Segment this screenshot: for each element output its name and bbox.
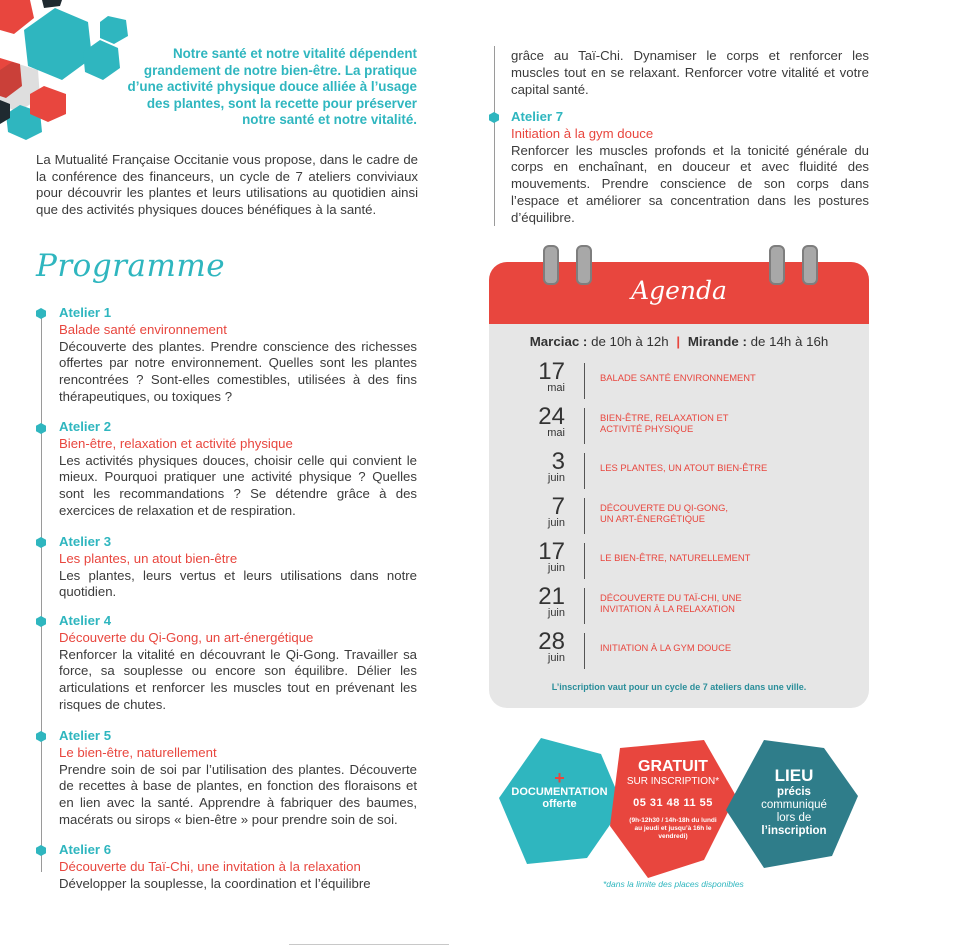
bottom-divider xyxy=(289,944,449,945)
timeline-dot xyxy=(36,616,46,627)
lieu-line-4: lors de xyxy=(776,812,812,824)
date-divider xyxy=(584,588,585,624)
atelier-4 xyxy=(59,613,417,714)
agenda-card xyxy=(489,262,869,708)
gratuit-badge xyxy=(612,758,734,841)
date-event: DÉCOUVERTE DU QI-GONG, UN ART-ÉNERGÉTIQUE xyxy=(600,502,728,525)
atelier-description: Développer la souplesse, la coordination et l’équilibre xyxy=(59,875,371,891)
lieu-line-2: précis xyxy=(777,786,811,798)
atelier-title: Initiation à la gym douce xyxy=(511,125,654,141)
atelier-number: Atelier 1 xyxy=(59,305,112,320)
calendar-ring-icon xyxy=(802,245,818,285)
inscription-label: SUR INSCRIPTION* xyxy=(626,776,720,787)
time-marciac: de 10h à 12h xyxy=(591,334,669,349)
lieu-line-5: l’inscription xyxy=(761,825,827,837)
atelier-description: Découverte des plantes. Prendre conscience des richesses offertes par notre environnement. Quelles sont les plantes rencontrées ? Sont-elles comestibles, utilisées à des fins thérapeutiques, ou toxiques ? xyxy=(59,338,417,404)
timeline-dot xyxy=(36,308,46,319)
atelier-description: Renforcer les muscles profonds et la tonicité générale du corps en enchaînant, en douceur et avec fluidité des mouvements. Prendre conscience de son corps dans l’espace et améliorer sa concentration dans les postures d’équilibre. xyxy=(511,142,869,225)
plus-icon: + xyxy=(554,768,565,788)
agenda-date-row xyxy=(489,495,869,537)
documentation-sub: offerte xyxy=(542,798,577,810)
timeline-dot xyxy=(36,423,46,434)
timeline-dot xyxy=(36,731,46,742)
date-event: LES PLANTES, UN ATOUT BIEN-ÊTRE xyxy=(600,462,768,473)
atelier-number: Atelier 6 xyxy=(59,842,112,857)
agenda-date-row xyxy=(489,405,869,447)
atelier-title: Le bien-être, naturellement xyxy=(59,744,217,760)
atelier-description: Prendre soin de soi par l’utilisation des plantes. Découverte de recettes à base de plantes, en fonction des floraisons et en lien avec la santé. Apprendre à fabriquer des baumes, macérats ou sirops « bien-être » pour prendre soin de soi. xyxy=(59,761,417,827)
timeline-line-left xyxy=(41,312,42,872)
atelier-number: Atelier 2 xyxy=(59,419,112,434)
atelier-title: Découverte du Qi-Gong, un art-énergétique xyxy=(59,629,314,645)
date-day: 28 xyxy=(538,628,565,655)
date-divider xyxy=(584,543,585,579)
atelier-number: Atelier 7 xyxy=(511,109,564,124)
calendar-ring-icon xyxy=(576,245,592,285)
documentation-badge xyxy=(497,770,622,810)
agenda-date-row xyxy=(489,540,869,582)
date-day: 24 xyxy=(538,403,565,430)
timeline-dot xyxy=(36,845,46,856)
intro-paragraph: Notre santé et notre vitalité dépendent grandement de notre bien-être. La pratique d’une activité physique douce alliée à l’usage des plantes, sont la recette pour préserver notre santé et notre vitalité. xyxy=(127,46,417,128)
date-event: DÉCOUVERTE DU TAÏ-CHI, UNE INVITATION À LA RELAXATION xyxy=(600,592,742,615)
calendar-ring-icon xyxy=(769,245,785,285)
timeline-line-right xyxy=(494,46,495,226)
date-event: BIEN-ÊTRE, RELAXATION ET ACTIVITÉ PHYSIQUE xyxy=(600,412,729,435)
lieu-badge xyxy=(735,766,853,838)
date-month: mai xyxy=(547,382,565,394)
atelier-number: Atelier 5 xyxy=(59,728,112,743)
date-month: mai xyxy=(547,427,565,439)
schedule-separator: | xyxy=(676,334,681,349)
atelier-title: Balade santé environnement xyxy=(59,321,227,337)
date-day: 7 xyxy=(551,493,565,520)
date-event: INITIATION À LA GYM DOUCE xyxy=(600,642,732,653)
phone-hours: (9h-12h30 / 14h-18h du lundi au jeudi et jusqu’à 16h le vendredi) xyxy=(629,817,717,840)
agenda-date-row xyxy=(489,585,869,627)
atelier-description: Renforcer la vitalité en découvrant le Qi-Gong. Travailler sa force, sa souplesse ou encore son équilibre. Délier les articulations et renforcer les muscles tout en prévenant les risques de chutes. xyxy=(59,646,417,712)
date-month: juin xyxy=(547,562,565,574)
date-day: 17 xyxy=(538,538,565,565)
date-month: juin xyxy=(547,472,565,484)
date-month: juin xyxy=(547,652,565,664)
lieu-label: LIEU xyxy=(774,766,814,785)
gratuit-label: GRATUIT xyxy=(638,758,708,775)
date-day: 17 xyxy=(538,358,565,385)
time-mirande: de 14h à 16h xyxy=(750,334,829,349)
date-divider xyxy=(584,498,585,534)
agenda-note: L’inscription vaut pour un cycle de 7 ateliers dans une ville. xyxy=(551,682,807,692)
atelier-5 xyxy=(59,728,417,829)
city-mirande: Mirande : xyxy=(687,334,747,349)
atelier-6 xyxy=(59,842,417,892)
lieu-line-3: communiqué xyxy=(761,799,827,811)
agenda-schedule xyxy=(489,334,869,349)
calendar-ring-icon xyxy=(543,245,559,285)
agenda-date-row xyxy=(489,630,869,672)
agenda-date-row xyxy=(489,360,869,402)
date-day: 3 xyxy=(551,448,565,475)
timeline-dot xyxy=(36,537,46,548)
date-event: BALADE SANTÉ ENVIRONNEMENT xyxy=(600,372,756,383)
atelier-title: Bien-être, relaxation et activité physique xyxy=(59,435,293,451)
date-divider xyxy=(584,363,585,399)
date-day: 21 xyxy=(538,583,565,610)
footnote: *dans la limite des places disponibles xyxy=(603,879,744,889)
atelier-number: Atelier 4 xyxy=(59,613,112,628)
atelier-number: Atelier 3 xyxy=(59,534,112,549)
documentation-label: DOCUMENTATION xyxy=(511,786,608,798)
date-divider xyxy=(584,453,585,489)
agenda-title: Agenda xyxy=(631,276,727,305)
lead-paragraph: La Mutualité Française Occitanie vous propose, dans le cadre de la conférence des financeurs, un cycle de 7 ateliers conviviaux pour découvrir les plantes et leurs utilisations au quotidien ainsi que des activités physiques douces bénéfiques à la santé. xyxy=(36,152,418,218)
atelier-7 xyxy=(511,109,869,227)
atelier-description: Les activités physiques douces, choisir celle qui convient le mieux. Pourquoi pratiquer une activité physique ? Quelles sont les recommandations ? Se détendre grâce à des exercices de relaxation et de respiration. xyxy=(59,452,417,518)
phone-number: 05 31 48 11 55 xyxy=(633,797,713,809)
atelier-description: Les plantes, leurs vertus et leurs utilisations dans notre quotidien. xyxy=(59,567,417,600)
date-divider xyxy=(584,408,585,444)
programme-title: Programme xyxy=(36,248,226,284)
atelier-6-continued: grâce au Taï-Chi. Dynamiser le corps et renforcer les muscles tout en se relaxant. Renforcer votre vitalité et votre capital santé. xyxy=(511,48,869,97)
timeline-dot xyxy=(489,112,499,123)
date-month: juin xyxy=(547,607,565,619)
atelier-title: Découverte du Taï-Chi, une invitation à la relaxation xyxy=(59,858,361,874)
date-divider xyxy=(584,633,585,669)
atelier-2 xyxy=(59,419,417,520)
agenda-date-row xyxy=(489,450,869,492)
atelier-title: Les plantes, un atout bien-être xyxy=(59,550,238,566)
city-marciac: Marciac : xyxy=(529,334,588,349)
atelier-3 xyxy=(59,534,417,601)
date-event: LE BIEN-ÊTRE, NATURELLEMENT xyxy=(600,552,751,563)
atelier-1 xyxy=(59,305,417,406)
date-month: juin xyxy=(547,517,565,529)
